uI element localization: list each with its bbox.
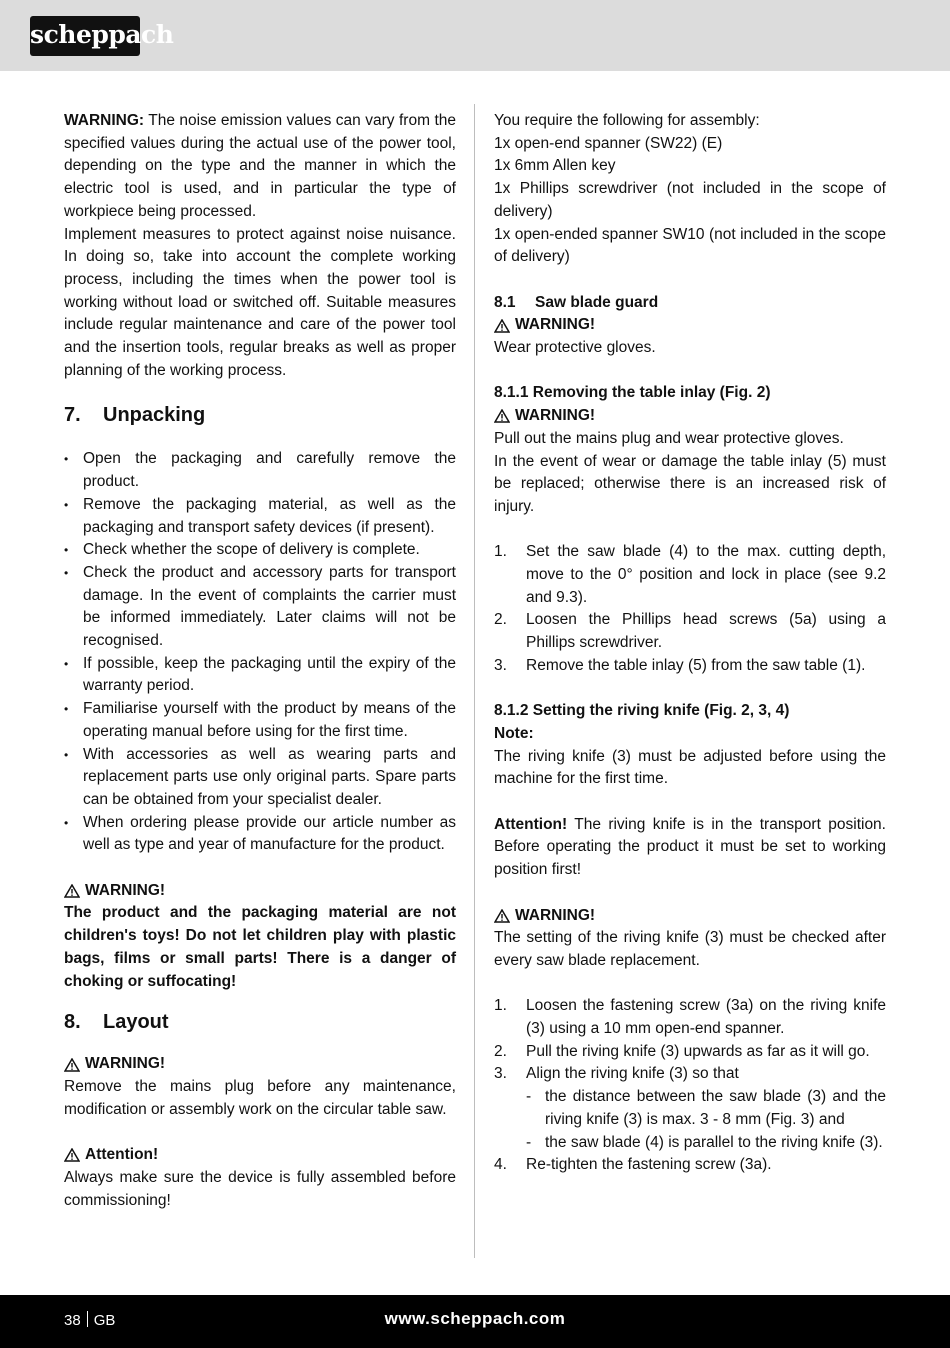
warning-heading: WARNING! (494, 405, 886, 428)
website-link[interactable]: www.scheppach.com (384, 1309, 566, 1328)
section-heading-layout (64, 1009, 456, 1035)
list-item: • If possible, keep the packaging until the expiry of the warranty period. (64, 653, 456, 698)
noise-warning-lead: WARNING: (64, 112, 145, 129)
list-item: • Check whether the scope of delivery is complete. (64, 539, 456, 562)
right-column (494, 110, 886, 1177)
warning-heading: WARNING! (64, 880, 456, 903)
attention-heading: Attention! (64, 1144, 456, 1167)
section-title: Layout (103, 1011, 169, 1034)
subsection-heading-riving-knife: 8.1.2 Setting the riving knife (Fig. 2, 3, 4) (494, 702, 790, 720)
section-title: Unpacking (103, 404, 206, 427)
transport-position-paragraph: Attention! The riving knife is in the transport position. Before operating the product it must be set to working position first! (494, 815, 886, 879)
warning-heading: WARNING! (64, 1053, 456, 1076)
warning-triangle-icon (64, 1058, 80, 1072)
unpacking-list (64, 448, 456, 857)
list-item: - the distance between the saw blade (3) and the riving knife (3) is max. 3 - 8 mm (Fig. 3) and (526, 1088, 886, 1128)
alignment-sublist (526, 1086, 886, 1154)
list-item: • Remove the packaging material, as well as the packaging and transport safety devices (if present). (64, 494, 456, 539)
section-number: 8. (64, 1011, 81, 1034)
riving-knife-check-text: The setting of the riving knife (3) must be checked after every saw blade replacement. (494, 929, 886, 969)
note-text: The riving knife (3) must be adjusted before using the machine for the first time. (494, 747, 886, 788)
section-heading-unpacking (64, 402, 456, 428)
noise-warning-text: The noise emission values can vary from the specified values during the actual use of the power tool, depending on the type and the manner in which the electric tool is used, and in particular the type of workpiece being processed. (64, 112, 456, 220)
list-item: • When ordering please provide our article number as well as type and year of manufacture for the product. (64, 812, 456, 857)
toys-warning-text: The product and the packaging material are not children's toys! Do not let children play with plastic bags, films or small parts! There is a danger of choking or suffocating! (64, 904, 456, 990)
list-item: • Open the packaging and carefully remove the product. (64, 448, 456, 493)
table-inlay-steps (494, 541, 886, 677)
assembly-requirement: 1x 6mm Allen key (494, 157, 616, 175)
list-item: 4. Re-tighten the fastening screw (3a). (494, 1156, 772, 1174)
warning-triangle-icon (64, 884, 80, 898)
list-item: • Check the product and accessory parts for transport damage. In the event of complaints the carrier must be informed immediately. Later claims will not be recognised. (64, 562, 456, 653)
subsection-heading-table-inlay: 8.1.1 Removing the table inlay (Fig. 2) (494, 384, 771, 402)
noise-warning-paragraph (64, 110, 456, 224)
mains-plug-text: Remove the mains plug before any maintenance, modification or assembly work on the circular table saw. (64, 1078, 456, 1118)
list-item: 1. Set the saw blade (4) to the max. cutting depth, move to the 0° position and lock in place (see 9.2 and 9.3). (494, 543, 886, 606)
assembly-requirement: 1x Phillips screwdriver (not included in the scope of delivery) (494, 180, 886, 220)
warning-triangle-icon (494, 409, 510, 423)
table-inlay-wear-text: In the event of wear or damage the table inlay (5) must be replaced; otherwise there is an increased risk of injury. (494, 452, 886, 515)
list-item: 3. Align the riving knife (3) so that - the distance between the saw blade (3) and the riving knife (3) is max. 3 - 8 mm (Fig. 3) and - the saw blade (4) is parallel to the riving knife (3). (494, 1063, 886, 1154)
warning-triangle-icon (494, 909, 510, 923)
gloves-text: Wear protective gloves. (494, 339, 656, 357)
mains-plug-gloves-text: Pull out the mains plug and wear protective gloves. (494, 429, 844, 447)
note-label: Note: (494, 724, 534, 742)
list-item: • With accessories as well as wearing parts and replacement parts use only original parts. Spare parts can be obtained from your specialist dealer. (64, 744, 456, 812)
warning-triangle-icon (64, 1148, 80, 1162)
riving-knife-steps (494, 995, 886, 1177)
assembly-requirement: 1x open-end spanner (SW22) (E) (494, 134, 723, 152)
list-item: - the saw blade (4) is parallel to the riving knife (3). (526, 1133, 883, 1151)
subsection-heading-saw-blade-guard: 8.1 Saw blade guard (494, 293, 659, 311)
assembled-text: Always make sure the device is fully assembled before commissioning! (64, 1168, 456, 1209)
scheppach-logo: scheppach (30, 16, 140, 56)
list-item: 2. Pull the riving knife (3) upwards as far as it will go. (494, 1042, 870, 1060)
page-header (0, 0, 950, 71)
list-item: 2. Loosen the Phillips head screws (5a) using a Phillips screwdriver. (494, 611, 886, 652)
section-number: 7. (64, 404, 81, 427)
left-column (64, 110, 456, 1212)
assembly-requirement: 1x open-ended spanner SW10 (not included in the scope of delivery) (494, 225, 886, 266)
list-item: • Familiarise yourself with the product by means of the operating manual before using for the first time. (64, 698, 456, 743)
assembly-requirement: You require the following for assembly: (494, 112, 760, 129)
warning-heading: WARNING! (494, 905, 886, 928)
page-footer (0, 1295, 950, 1348)
column-divider (474, 104, 475, 1258)
list-item: 1. Loosen the fastening screw (3a) on the riving knife (3) using a 10 mm open-end spanner. (494, 997, 886, 1038)
warning-heading: WARNING! (494, 314, 886, 337)
page-number: 38 GB (64, 1312, 116, 1329)
noise-measures-paragraph: Implement measures to protect against noise nuisance. In doing so, take into account the complete working process, including the times when the power tool is working without load or switched off. Suitable measures include regular maintenance and care of the power tool and the insertion tools, regular breaks as well as proper planning of the working process. (64, 225, 456, 379)
list-item: 3. Remove the table inlay (5) from the saw table (1). (494, 656, 866, 674)
warning-triangle-icon (494, 319, 510, 333)
